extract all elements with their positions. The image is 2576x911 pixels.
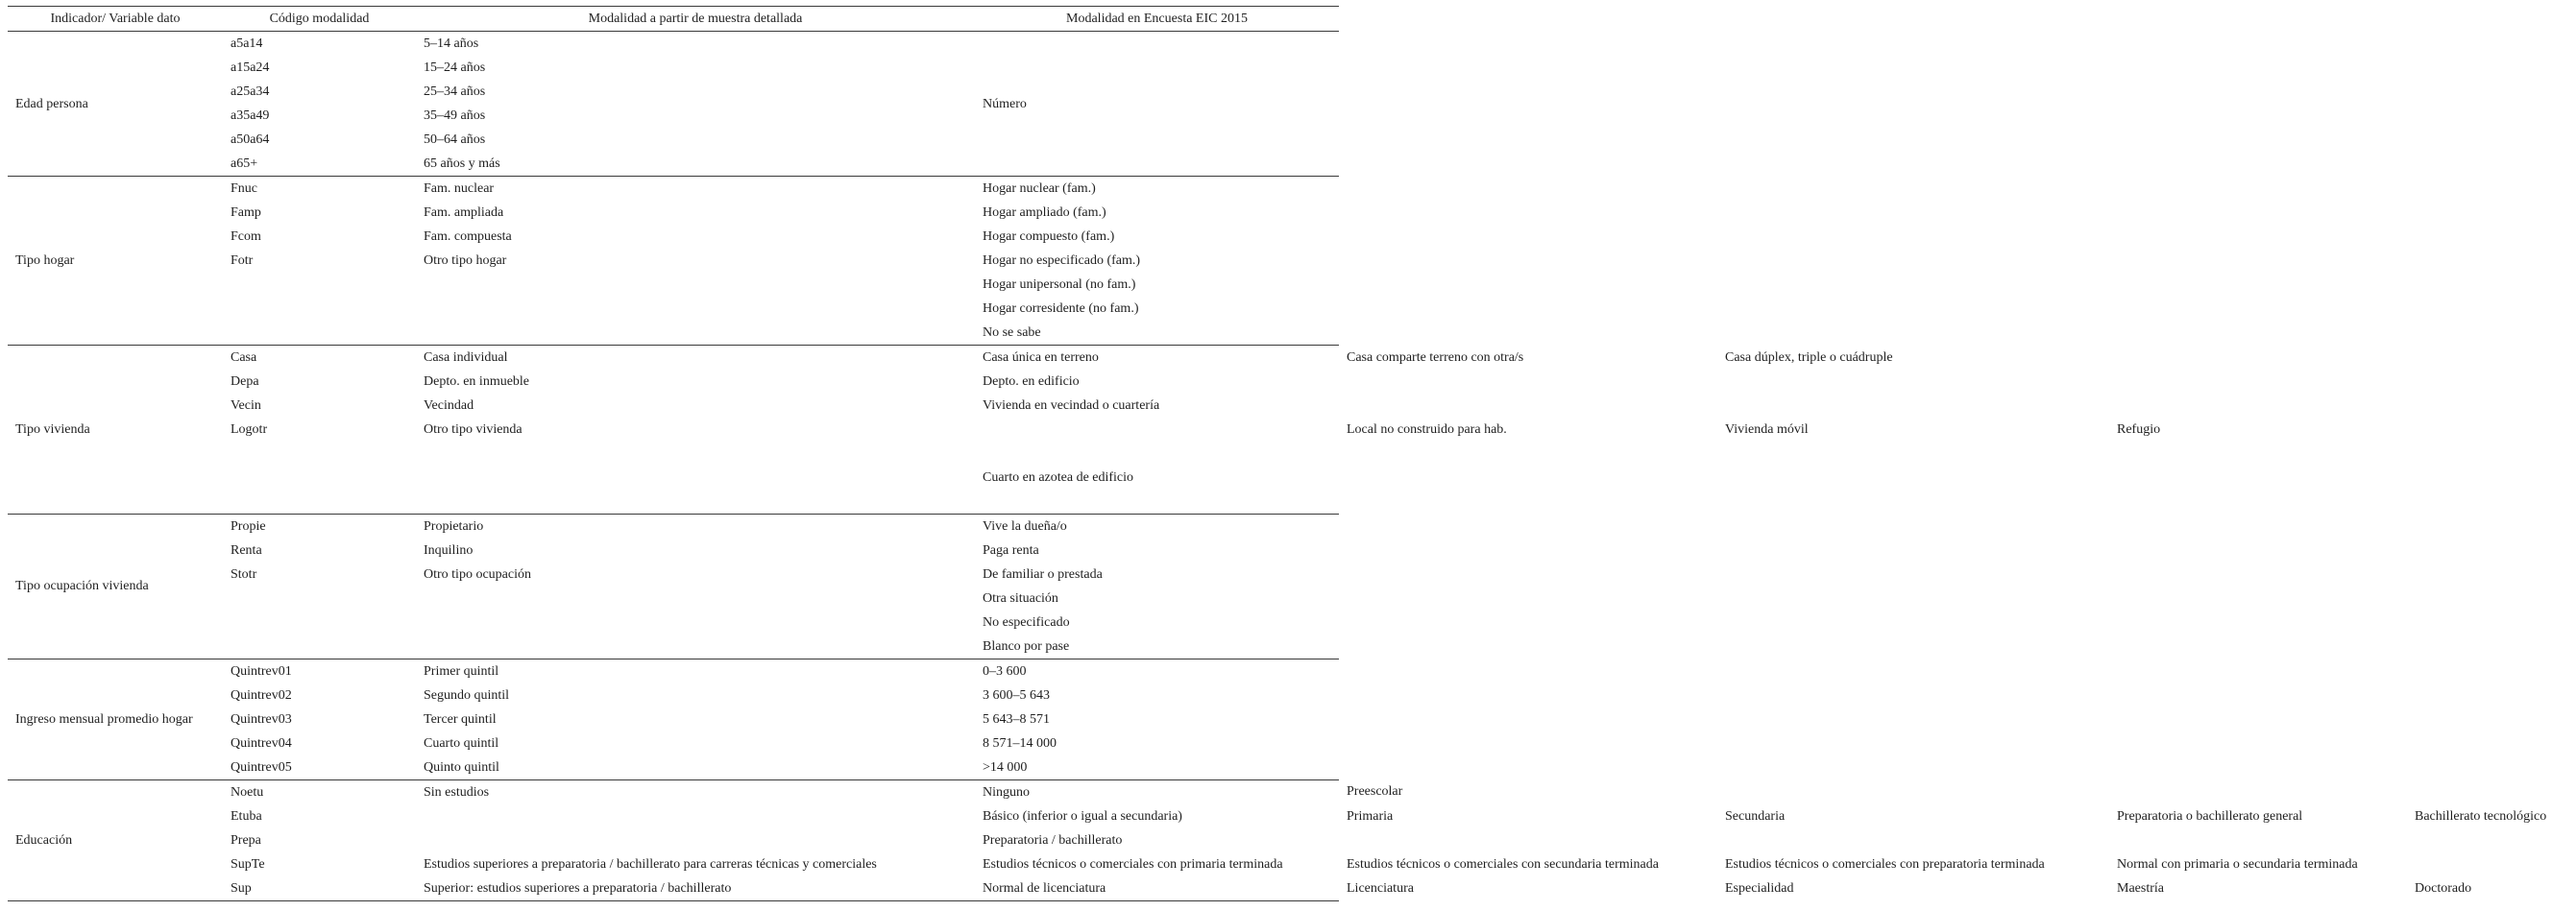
- table-row: [8, 635, 2576, 659]
- cell-detailed: [416, 611, 975, 635]
- col-header-extra-3: [2109, 7, 2407, 32]
- cell-eic-extra: [1717, 442, 2109, 466]
- cell-eic-extra: [1717, 273, 2109, 297]
- cell-eic-extra: [2407, 394, 2576, 418]
- table-row: [8, 321, 2576, 346]
- table-row: [8, 201, 2576, 225]
- cell-eic-extra: [1339, 611, 1717, 635]
- cell-eic-extra: [2109, 32, 2407, 57]
- cell-code: Quintrev03: [231, 711, 292, 727]
- col-header-eic-modality: Modalidad en Encuesta EIC 2015: [975, 7, 1339, 32]
- table-row: [8, 490, 2576, 514]
- cell-detailed: Estudios superiores a preparatoria / bachillerato para carreras técnicas y comerciales: [424, 856, 877, 872]
- cell-eic-extra: [1339, 370, 1717, 394]
- cell-eic-extra: [1339, 587, 1717, 611]
- cell-eic-extra: [1339, 225, 1717, 249]
- cell-eic-extra: [1717, 249, 2109, 273]
- cell-detailed: Fam. compuesta: [424, 229, 512, 244]
- cell-eic: Básico (inferior o igual a secundaria): [983, 808, 1182, 824]
- cell-code: Quintrev02: [231, 687, 292, 703]
- cell-eic-extra: [2407, 587, 2576, 611]
- cell-code: [223, 611, 416, 635]
- cell-eic-extra: [1717, 539, 2109, 563]
- cell-eic-extra: [1717, 152, 2109, 177]
- cell-code: a50a64: [231, 132, 270, 147]
- cell-detailed: [416, 442, 975, 466]
- cell-eic: De familiar o prestada: [983, 566, 1103, 582]
- cell-detailed: [416, 321, 975, 346]
- table-row: [8, 297, 2576, 321]
- col-header-code: Código modalidad: [223, 7, 416, 32]
- cell-eic-extra: [1717, 201, 2109, 225]
- cell-eic-extra: [2407, 731, 2576, 755]
- cell-eic-extra: [2109, 249, 2407, 273]
- cell-eic-extra: [1339, 514, 1717, 539]
- cell-eic-extra: [1717, 514, 2109, 539]
- cell-detailed: 15–24 años: [424, 60, 486, 75]
- table-row: [8, 539, 2576, 563]
- cell-eic-extra: [2407, 466, 2576, 490]
- cell-eic-extra: [1717, 611, 2109, 635]
- cell-eic-extra: [2109, 152, 2407, 177]
- cell-eic-extra: [2407, 707, 2576, 731]
- cell-eic-extra: Maestría: [2117, 880, 2164, 896]
- cell-detailed: 50–64 años: [424, 132, 486, 147]
- cell-eic-extra: [1339, 442, 1717, 466]
- cell-eic-extra: [1717, 731, 2109, 755]
- cell-detailed: Tercer quintil: [424, 711, 497, 727]
- cell-eic: Cuarto en azotea de edificio: [983, 470, 1134, 485]
- cell-eic-merged: Número: [983, 96, 1027, 111]
- cell-detailed: [416, 587, 975, 611]
- cell-eic-extra: [1339, 177, 1717, 202]
- cell-code: [223, 321, 416, 346]
- cell-eic-extra: [1717, 563, 2109, 587]
- cell-code: Quintrev04: [231, 735, 292, 751]
- cell-eic-extra: [2407, 370, 2576, 394]
- cell-eic-extra: [2407, 563, 2576, 587]
- cell-detailed: [416, 466, 975, 490]
- cell-eic-extra: [2407, 779, 2576, 804]
- group-indicator: Tipo hogar: [8, 177, 223, 346]
- cell-eic-extra: [1339, 659, 1717, 683]
- cell-eic-extra: [1339, 683, 1717, 707]
- table-row: [8, 587, 2576, 611]
- cell-eic-extra: [2109, 828, 2407, 852]
- cell-eic-extra: [2407, 539, 2576, 563]
- cell-eic-extra: [1717, 80, 2109, 104]
- cell-eic-extra: [2407, 56, 2576, 80]
- cell-code: a35a49: [231, 108, 270, 123]
- table-row: [8, 611, 2576, 635]
- cell-code: Casa: [223, 346, 416, 371]
- cell-eic-extra: [1717, 683, 2109, 707]
- cell-eic: Estudios técnicos o comerciales con primaria terminada: [983, 856, 1283, 872]
- cell-detailed: Fam. ampliada: [424, 205, 504, 220]
- cell-eic-extra: [2407, 828, 2576, 852]
- cell-detailed: 5–14 años: [424, 36, 479, 51]
- cell-eic-extra: Refugio: [2117, 422, 2161, 437]
- cell-eic-extra: [2109, 514, 2407, 539]
- cell-eic-extra: [2407, 611, 2576, 635]
- cell-detailed: Otro tipo ocupación: [424, 566, 531, 582]
- cell-detailed: Sin estudios: [416, 779, 975, 804]
- cell-eic-extra: [2407, 104, 2576, 128]
- cell-eic-extra: [2109, 128, 2407, 152]
- cell-code: [223, 635, 416, 659]
- group-indicator: Edad persona: [15, 96, 88, 111]
- cell-eic: Casa única en terreno: [975, 346, 1339, 371]
- cell-eic-extra: [2407, 273, 2576, 297]
- cell-eic-extra: Bachillerato tecnológico: [2415, 808, 2547, 824]
- cell-eic-extra: [2407, 490, 2576, 514]
- col-header-extra-2: [1717, 7, 2109, 32]
- cell-eic: Hogar unipersonal (no fam.): [983, 277, 1136, 292]
- table-row: [8, 346, 2576, 371]
- cell-eic-extra: [1717, 321, 2109, 346]
- cell-eic-extra: [1339, 249, 1717, 273]
- cell-eic-extra: [2407, 418, 2576, 442]
- cell-code: SupTe: [231, 856, 265, 872]
- cell-eic-extra: [2407, 297, 2576, 321]
- cell-eic-extra: [2109, 635, 2407, 659]
- cell-eic-extra: [2109, 346, 2407, 371]
- cell-eic-extra: [2407, 442, 2576, 466]
- cell-eic-extra: [2109, 539, 2407, 563]
- cell-eic-extra: [1717, 779, 2109, 804]
- cell-eic-extra: [1339, 755, 1717, 780]
- cell-eic-extra: [1339, 273, 1717, 297]
- cell-eic-extra: [2109, 731, 2407, 755]
- cell-eic-extra: [1717, 466, 2109, 490]
- modality-crosswalk-table: [8, 6, 2576, 901]
- cell-code: a15a24: [231, 60, 270, 75]
- cell-code: a5a14: [231, 36, 263, 51]
- cell-detailed: Quinto quintil: [424, 759, 499, 775]
- cell-eic: Blanco por pase: [983, 638, 1070, 654]
- cell-detailed: [416, 828, 975, 852]
- cell-code: [223, 466, 416, 490]
- cell-eic-extra: Casa dúplex, triple o cuádruple: [1725, 349, 1893, 365]
- cell-eic-extra: Local no construido para hab.: [1347, 422, 1507, 437]
- table-row: [8, 779, 2576, 804]
- cell-eic-extra: [1339, 56, 1717, 80]
- cell-eic: [975, 418, 1339, 442]
- cell-code: [223, 273, 416, 297]
- cell-eic-extra: [2109, 201, 2407, 225]
- table-row: [8, 563, 2576, 587]
- cell-eic-extra: [2407, 201, 2576, 225]
- col-header-indicator: Indicador/ Variable dato: [8, 7, 223, 32]
- cell-eic-extra: [2109, 394, 2407, 418]
- cell-eic-extra: [2109, 755, 2407, 780]
- cell-code: Stotr: [231, 566, 257, 582]
- cell-code: [223, 297, 416, 321]
- cell-eic-extra: [2407, 755, 2576, 780]
- cell-eic-extra: [1717, 828, 2109, 852]
- cell-eic-extra: [1717, 104, 2109, 128]
- cell-code: Renta: [231, 542, 262, 558]
- cell-code: a65+: [231, 156, 258, 171]
- cell-detailed: Inquilino: [424, 542, 474, 558]
- table-row: [8, 514, 2576, 539]
- cell-eic-extra: Licenciatura: [1347, 880, 1414, 896]
- cell-eic-extra: [2109, 442, 2407, 466]
- cell-eic: 0–3 600: [975, 659, 1339, 683]
- cell-eic: Preparatoria / bachillerato: [983, 832, 1123, 848]
- cell-detailed: Cuarto quintil: [424, 735, 499, 751]
- group-indicator: Tipo ocupación vivienda: [8, 514, 223, 659]
- cell-eic: No se sabe: [983, 325, 1041, 340]
- cell-eic-extra: [2407, 152, 2576, 177]
- cell-eic-extra: [1339, 80, 1717, 104]
- cell-eic-extra: [2407, 80, 2576, 104]
- cell-code: Quintrev05: [231, 759, 292, 775]
- cell-detailed: Vecindad: [424, 398, 474, 413]
- cell-eic-extra: [1717, 32, 2109, 57]
- cell-detailed: Propietario: [416, 514, 975, 539]
- cell-eic-extra: Especialidad: [1725, 880, 1794, 896]
- cell-eic-extra: [2109, 321, 2407, 346]
- cell-eic-extra: [2407, 177, 2576, 202]
- cell-code: Logotr: [231, 422, 268, 437]
- table-row: [8, 249, 2576, 273]
- cell-eic-extra: Doctorado: [2415, 880, 2472, 896]
- cell-eic-extra: [2109, 56, 2407, 80]
- cell-eic-extra: [1339, 201, 1717, 225]
- cell-eic-extra: [1339, 539, 1717, 563]
- table-row: [8, 273, 2576, 297]
- table-row: [8, 32, 2576, 57]
- table-row: [8, 828, 2576, 852]
- cell-detailed: [416, 273, 975, 297]
- cell-eic: Hogar no especificado (fam.): [983, 253, 1141, 268]
- cell-eic-extra: [2407, 249, 2576, 273]
- cell-code: [223, 442, 416, 466]
- cell-eic-extra: [1717, 56, 2109, 80]
- group-indicator: Ingreso mensual promedio hogar: [8, 659, 223, 779]
- cell-detailed: Otro tipo vivienda: [424, 422, 522, 437]
- cell-eic: Hogar ampliado (fam.): [983, 205, 1106, 220]
- cell-detailed: Otro tipo hogar: [424, 253, 507, 268]
- table-row: [8, 876, 2576, 901]
- cell-eic-extra: [1717, 490, 2109, 514]
- cell-eic: Hogar nuclear (fam.): [975, 177, 1339, 202]
- table-row: [8, 852, 2576, 876]
- cell-eic: Hogar compuesto (fam.): [983, 229, 1115, 244]
- cell-code: Vecin: [231, 398, 261, 413]
- cell-eic-extra: [2407, 32, 2576, 57]
- table-row: [8, 659, 2576, 683]
- cell-eic-extra: [2109, 779, 2407, 804]
- cell-detailed: [416, 635, 975, 659]
- cell-eic-extra: [1339, 563, 1717, 587]
- cell-eic: [975, 442, 1339, 466]
- cell-code: Fcom: [231, 229, 261, 244]
- cell-eic-extra: Normal con primaria o secundaria terminada: [2117, 856, 2358, 872]
- cell-eic-extra: Secundaria: [1725, 808, 1786, 824]
- cell-eic-extra: Vivienda móvil: [1725, 422, 1809, 437]
- cell-detailed: Segundo quintil: [424, 687, 510, 703]
- cell-eic: [975, 490, 1339, 514]
- cell-detailed: Fam. nuclear: [416, 177, 975, 202]
- col-header-extra-4: [2407, 7, 2576, 32]
- cell-detailed: [416, 804, 975, 828]
- cell-eic-extra: [1339, 828, 1717, 852]
- cell-code: Propie: [223, 514, 416, 539]
- cell-eic-extra: [1717, 370, 2109, 394]
- cell-eic: Depto. en edificio: [983, 374, 1080, 389]
- cell-eic-extra: [1339, 321, 1717, 346]
- cell-code: [223, 490, 416, 514]
- cell-code: a25a34: [231, 84, 270, 99]
- cell-eic-extra: [1339, 297, 1717, 321]
- cell-detailed: [416, 297, 975, 321]
- cell-eic-extra: [2109, 225, 2407, 249]
- cell-eic-extra: [1339, 635, 1717, 659]
- cell-eic: No especificado: [983, 614, 1070, 630]
- cell-eic: >14 000: [983, 759, 1028, 775]
- cell-eic: Normal de licenciatura: [975, 876, 1339, 901]
- cell-eic-extra: [1339, 152, 1717, 177]
- table-row: [8, 394, 2576, 418]
- header-row: [8, 7, 2576, 32]
- cell-eic-extra: [1717, 177, 2109, 202]
- cell-detailed: Depto. en inmueble: [424, 374, 530, 389]
- table-row: [8, 418, 2576, 442]
- table-row: [8, 225, 2576, 249]
- cell-eic-extra: [2109, 370, 2407, 394]
- cell-eic-extra: [2407, 659, 2576, 683]
- cell-code: Depa: [231, 374, 259, 389]
- cell-eic-extra: [1339, 394, 1717, 418]
- cell-eic-extra: [1717, 659, 2109, 683]
- cell-detailed: 25–34 años: [424, 84, 486, 99]
- cell-code: Prepa: [231, 832, 261, 848]
- table-row: [8, 755, 2576, 780]
- cell-code: Famp: [231, 205, 261, 220]
- cell-code: Fotr: [231, 253, 254, 268]
- cell-eic-extra: [2109, 659, 2407, 683]
- cell-code: Fnuc: [223, 177, 416, 202]
- cell-eic-extra: [1717, 394, 2109, 418]
- group-indicator: Educación: [8, 779, 223, 900]
- cell-eic-extra: Estudios técnicos o comerciales con secundaria terminada: [1347, 856, 1659, 872]
- cell-eic-extra: [2109, 297, 2407, 321]
- cell-eic-extra: [1717, 225, 2109, 249]
- cell-eic: 5 643–8 571: [983, 711, 1050, 727]
- col-header-extra-1: [1339, 7, 1717, 32]
- cell-eic-extra: [2109, 707, 2407, 731]
- cell-eic-extra: [1717, 128, 2109, 152]
- table-row: [8, 466, 2576, 490]
- cell-code: Etuba: [231, 808, 262, 824]
- table-row: [8, 707, 2576, 731]
- cell-eic: Vivienda en vecindad o cuartería: [983, 398, 1160, 413]
- table-row: [8, 683, 2576, 707]
- cell-eic-extra: [2407, 852, 2576, 876]
- cell-eic: 8 571–14 000: [983, 735, 1057, 751]
- cell-eic-extra: [2109, 563, 2407, 587]
- col-header-detailed-modality: Modalidad a partir de muestra detallada: [416, 7, 975, 32]
- cell-eic-extra: [2109, 273, 2407, 297]
- cell-eic: Ninguno: [975, 779, 1339, 804]
- cell-eic-extra: Preparatoria o bachillerato general: [2117, 808, 2303, 824]
- cell-eic-extra: [2109, 683, 2407, 707]
- cell-eic-extra: [1717, 587, 2109, 611]
- cell-code: Sup: [223, 876, 416, 901]
- cell-eic-extra: [1339, 707, 1717, 731]
- cell-eic-extra: [2407, 514, 2576, 539]
- cell-detailed: [416, 490, 975, 514]
- cell-eic-extra: Casa comparte terreno con otra/s: [1347, 349, 1524, 365]
- cell-eic-extra: [2109, 490, 2407, 514]
- cell-code: Quintrev01: [223, 659, 416, 683]
- cell-detailed: 65 años y más: [424, 156, 500, 171]
- table-row: [8, 731, 2576, 755]
- cell-eic-extra: [1717, 755, 2109, 780]
- cell-eic-extra: [2407, 321, 2576, 346]
- cell-eic-extra: [1339, 731, 1717, 755]
- cell-eic-extra: [2109, 611, 2407, 635]
- cell-eic-extra: [1339, 128, 1717, 152]
- cell-eic: Vive la dueña/o: [975, 514, 1339, 539]
- cell-eic-extra: [2109, 177, 2407, 202]
- table-row: [8, 442, 2576, 466]
- cell-eic: Otra situación: [983, 590, 1058, 606]
- table-body: [8, 32, 2576, 901]
- cell-eic-extra: Primaria: [1347, 808, 1394, 824]
- cell-detailed: Primer quintil: [416, 659, 975, 683]
- cell-eic-extra: [1717, 707, 2109, 731]
- cell-eic-extra: [2109, 104, 2407, 128]
- cell-eic-extra: [2109, 466, 2407, 490]
- cell-eic: Hogar corresidente (no fam.): [983, 301, 1139, 316]
- cell-code: Noetu: [223, 779, 416, 804]
- cell-eic-extra: [2109, 587, 2407, 611]
- cell-code: [223, 587, 416, 611]
- cell-eic-extra: [2407, 346, 2576, 371]
- cell-eic-extra: [1717, 635, 2109, 659]
- cell-eic: Paga renta: [983, 542, 1039, 558]
- cell-detailed: Casa individual: [416, 346, 975, 371]
- cell-eic-extra: Estudios técnicos o comerciales con preparatoria terminada: [1725, 856, 2045, 872]
- cell-eic-extra: Preescolar: [1347, 784, 1403, 800]
- table-row: [8, 370, 2576, 394]
- cell-eic-extra: [2407, 683, 2576, 707]
- cell-eic-extra: [2109, 80, 2407, 104]
- cell-eic: 3 600–5 643: [983, 687, 1050, 703]
- cell-eic-extra: [1339, 104, 1717, 128]
- group-indicator: Tipo vivienda: [8, 346, 223, 515]
- cell-detailed: 35–49 años: [424, 108, 486, 123]
- table-row: [8, 177, 2576, 202]
- cell-eic-extra: [1339, 490, 1717, 514]
- table-row: [8, 804, 2576, 828]
- cell-eic-extra: [1339, 32, 1717, 57]
- cell-eic-extra: [2407, 128, 2576, 152]
- cell-eic-extra: [1339, 466, 1717, 490]
- cell-detailed: Superior: estudios superiores a preparatoria / bachillerato: [416, 876, 975, 901]
- modality-crosswalk-page: [0, 6, 2576, 901]
- cell-eic-extra: [2407, 635, 2576, 659]
- cell-eic-extra: [2407, 225, 2576, 249]
- cell-eic-extra: [1717, 297, 2109, 321]
